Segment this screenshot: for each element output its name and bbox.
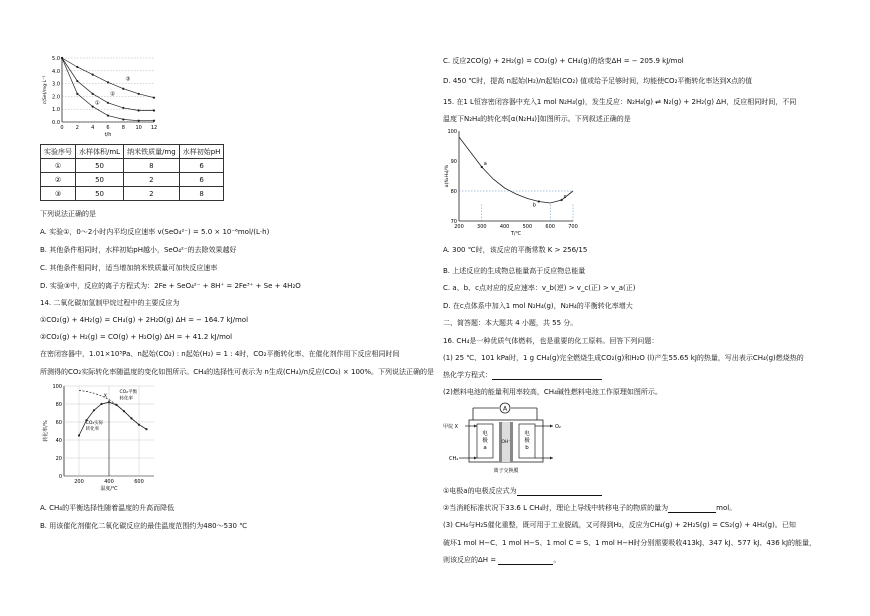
y-tick-label: 100 <box>447 129 457 135</box>
x-tick-label: 600 <box>134 479 144 485</box>
y-tick-label: 2.0 <box>52 94 60 101</box>
x-tick-label: 0 <box>60 125 64 131</box>
q16-part1-line2: 热化学方程式： <box>443 371 492 379</box>
table-row: ③ 50 2 8 <box>41 187 224 201</box>
data-point <box>561 199 563 201</box>
series-label: ③ <box>125 76 131 83</box>
data-point <box>92 74 94 76</box>
y-tick-label: 80 <box>450 189 457 195</box>
y-axis-label: c(Se)/mg·L⁻¹ <box>43 75 48 105</box>
series-line <box>62 58 154 121</box>
y-tick-label: 90 <box>450 159 457 165</box>
data-point <box>153 120 155 122</box>
y-axis-label: 转化率/% <box>43 420 49 442</box>
svg-text:极: 极 <box>524 438 530 444</box>
y-tick-label: 4.0 <box>52 68 60 75</box>
x-tick-label: 8 <box>121 125 125 131</box>
ch4-label: CH₄ <box>449 456 459 462</box>
q14-paragraph-1: 在密闭容器中，1.01×10⁵Pa、n起始(CO₂) : n起始(H₂) = 1 : 4时，CO₂平衡转化率、在催化剂作用下反应相同时间 <box>40 350 400 358</box>
data-point <box>78 434 80 436</box>
q15-option-b: B. 上述反应的生成物总能量高于反应物总能量 <box>443 267 586 275</box>
data-point <box>138 93 140 95</box>
o2-label: O₂ <box>555 424 561 430</box>
data-point <box>100 403 102 405</box>
y-tick-label: 1.0 <box>52 107 60 114</box>
series-label: 转化率 <box>119 396 133 402</box>
series-label: 转化率 <box>85 427 100 433</box>
data-point <box>153 97 155 99</box>
x-axis-label: t/h <box>104 132 112 138</box>
data-point <box>138 424 140 426</box>
q15-paragraph-2: 温度下N₂H₄的转化率[α(N₂H₄)]如图所示。下列叙述正确的是 <box>443 115 631 123</box>
chart-n2h4-conversion <box>443 127 578 239</box>
answer-blank[interactable] <box>492 372 602 380</box>
point-label: a <box>483 161 487 167</box>
data-point <box>138 109 140 111</box>
data-point <box>122 107 124 109</box>
q13-option-a: A. 实验①，0～2小时内平均反应速率 v(SeO₄²⁻) = 5.0 × 10⁻⁶mol/(L·h) <box>40 228 270 236</box>
y-tick-label: 60 <box>55 420 62 426</box>
data-point <box>107 115 109 117</box>
table-row: ① 50 8 6 <box>41 159 224 173</box>
svg-text:电: 电 <box>524 431 530 437</box>
x-tick-label: 6 <box>106 125 110 131</box>
answer-blank[interactable] <box>517 488 602 496</box>
membrane-label: 离子交换膜 <box>493 468 519 474</box>
gas-inlet-label: 甲烷 X <box>443 424 459 430</box>
y-tick-label: 100 <box>52 384 62 390</box>
q14-paragraph-2: 所测得的CO₂实际转化率随温度的变化如图所示。CH₄的选择性可表示为 n生成(CH₄)/n反应(CO₂) × 100%。下列说法正确的是 <box>40 368 435 376</box>
chart-co2-conversion <box>40 380 160 495</box>
table-header: 水样初始pH <box>179 145 224 159</box>
q15-option-c: C. a、b、c点对应的反应速率：v_b(逆) > v_c(正) > v_a(正) <box>443 284 636 292</box>
y-tick-label: 5.0 <box>52 56 60 62</box>
answer-blank[interactable] <box>498 557 553 565</box>
data-point <box>76 66 78 68</box>
q14-option-c: C. 反应2CO(g) + 2H₂(g) = CO₂(g) + CH₄(g)的焓变ΔH = − 205.9 kJ/mol <box>443 57 684 65</box>
y-tick-label: 80 <box>55 402 62 408</box>
chart-se-concentration <box>40 52 170 144</box>
series-label: CO₂平衡 <box>119 390 137 396</box>
data-point <box>153 109 155 111</box>
series-line <box>62 58 154 98</box>
data-point <box>122 118 124 120</box>
y-tick-label: 70 <box>450 219 457 225</box>
data-point <box>107 81 109 83</box>
y-tick-label: 20 <box>55 456 62 462</box>
x-tick-label: 10 <box>135 125 142 131</box>
x-tick-label: 4 <box>91 125 95 131</box>
q14-option-b: B. 用该催化剂催化二氧化碳反应的最佳温度范围约为480～530 ℃ <box>40 522 248 530</box>
x-tick-label: 600 <box>545 224 555 230</box>
x-tick-label: 500 <box>522 224 533 230</box>
q13-option-d: D. 实验③中，反应的离子方程式为：2Fe + SeO₄²⁻ + 8H⁺ = 2Fe³⁺ + Se + 4H₂O <box>40 282 301 290</box>
data-point <box>92 93 94 95</box>
data-point <box>93 409 95 411</box>
x-tick-label: 200 <box>74 479 84 485</box>
q16-part3-line1: (3) CH₄与H₂S催化重整，既可用于工业脱硫，又可得到H₂，反应为CH₄(g) + 2H₂S(g) = CS₂(g) + 4H₂(g)。已知 <box>443 521 796 529</box>
q13-option-b: B. 其他条件相同时，水样初始pH越小，SeO₄²⁻的去除效果越好 <box>40 246 237 254</box>
q16-part1-line1: (1) 25 ℃、101 kPa时，1 g CH₄(g)完全燃烧生成CO₂(g)和H₂O (l)产生55.65 kJ的热量，写出表示CH₄(g)燃烧热的 <box>443 354 804 362</box>
point-label: X <box>103 393 107 400</box>
data-point <box>138 120 140 122</box>
data-point <box>61 57 63 59</box>
q15-paragraph-1: 15. 在1 L恒容密闭容器中充入1 mol N₂H₄(g)，发生反应：N₂H₄(g) ⇌ N₂(g) + 2H₂(g) ΔH，反应相同时间，不同 <box>443 98 797 106</box>
x-tick-label: 200 <box>454 224 464 230</box>
q14-reaction-2: ②CO₂(g) + H₂(g) = CO(g) + H₂O(g) ΔH = + 41.2 kJ/mol <box>40 333 233 341</box>
q16-title: 16. CH₄是一种优质气体燃料，也是重要的化工原料。回答下列问题： <box>443 337 659 345</box>
x-tick-label: 700 <box>568 224 578 230</box>
question-intro: 下列说法正确的是 <box>40 210 96 218</box>
q15-option-a: A. 300 ℃时，该反应的平衡常数 K > 256/15 <box>443 246 588 254</box>
table-header: 纳米铁质量/mg <box>124 145 180 159</box>
q14-reaction-1: ①CO₂(g) + 4H₂(g) = CH₄(g) + 2H₂O(g) ΔH = − 164.7 kJ/mol <box>40 316 249 324</box>
x-tick-label: 400 <box>104 479 114 485</box>
data-point <box>122 88 124 90</box>
q16-part2-1: ①电极a的电极反应式为 <box>443 487 517 495</box>
y-tick-label: 3.0 <box>52 81 60 88</box>
svg-text:b: b <box>525 445 529 451</box>
data-point <box>115 404 117 406</box>
x-axis-label: 温度/℃ <box>100 486 118 492</box>
x-tick-label: 2 <box>75 125 79 131</box>
y-axis-label: α(N₂H₄)/% <box>445 164 450 188</box>
svg-text:电: 电 <box>482 431 488 437</box>
data-point <box>538 200 540 202</box>
fuel-cell-diagram <box>443 402 573 480</box>
data-point <box>76 80 78 82</box>
q14-title: 14. 二氧化碳加氢制甲烷过程中的主要反应为 <box>40 299 180 307</box>
data-point <box>107 102 109 104</box>
data-point <box>92 106 94 108</box>
q15-option-d: D. 在c点体系中加入1 mol N₂H₄(g)，N₂H₄的平衡转化率增大 <box>443 302 633 310</box>
x-tick-label: 400 <box>499 224 510 230</box>
data-point <box>123 410 125 412</box>
q16-part2: (2)燃料电池的能量利用率较高，CH₄碱性燃料电池工作原理如图所示。 <box>443 388 662 396</box>
q16-part3-line2: 破坏1 mol H−C、1 mol H−S、1 mol C = S、1 mol H−H时分别需要吸收413kJ、347 kJ、577 kJ、436 kJ的能量， <box>443 539 817 547</box>
svg-text:极: 极 <box>482 438 488 444</box>
q13-option-c: C. 其他条件相同时，适当增加纳米铁质量可加快反应速率 <box>40 264 218 272</box>
y-tick-label: 0 <box>58 474 62 480</box>
experiment-table <box>40 144 224 201</box>
series-label: ② <box>110 91 115 98</box>
y-tick-label: 40 <box>55 438 62 444</box>
ammeter-label: A <box>502 405 508 413</box>
data-point <box>481 166 483 168</box>
answer-blank[interactable] <box>668 505 716 513</box>
table-header: 水样体积/mL <box>76 145 124 159</box>
point-label: b <box>532 202 536 209</box>
svg-text:OH⁻: OH⁻ <box>501 440 511 445</box>
q16-part2-2: ②当消耗标准状况下33.6 L CH₄时，理论上导线中转移电子的物质的量为 <box>443 504 669 512</box>
table-row: ② 50 2 6 <box>41 173 224 187</box>
series-label: ① <box>94 100 100 107</box>
point-label: c <box>563 194 567 200</box>
section-2-heading: 二、简答题：本大题共 4 小题，共 55 分。 <box>443 319 578 327</box>
q14-option-a: A. CH₄的平衡选择性随着温度的升高而降低 <box>40 504 175 512</box>
table-header: 实验序号 <box>41 145 76 159</box>
data-point <box>130 417 132 419</box>
x-tick-label: 12 <box>150 125 158 131</box>
q14-option-d: D. 450 ℃时，提高 n起始(H₂)/n起始(CO₂) 值或给予足够时间，均能使CO₂平衡转化率达到X点的值 <box>443 77 753 85</box>
q16-part3-line3: 则该反应的ΔH = <box>443 556 497 564</box>
data-point <box>76 93 78 95</box>
y-tick-label: 0.0 <box>52 120 60 126</box>
series-label: CO₂实际 <box>85 420 104 426</box>
data-point <box>145 428 147 430</box>
svg-text:a: a <box>483 445 487 451</box>
x-axis-label: T/℃ <box>510 231 522 237</box>
x-tick-label: 300 <box>477 224 487 230</box>
conversion-line <box>459 137 573 203</box>
